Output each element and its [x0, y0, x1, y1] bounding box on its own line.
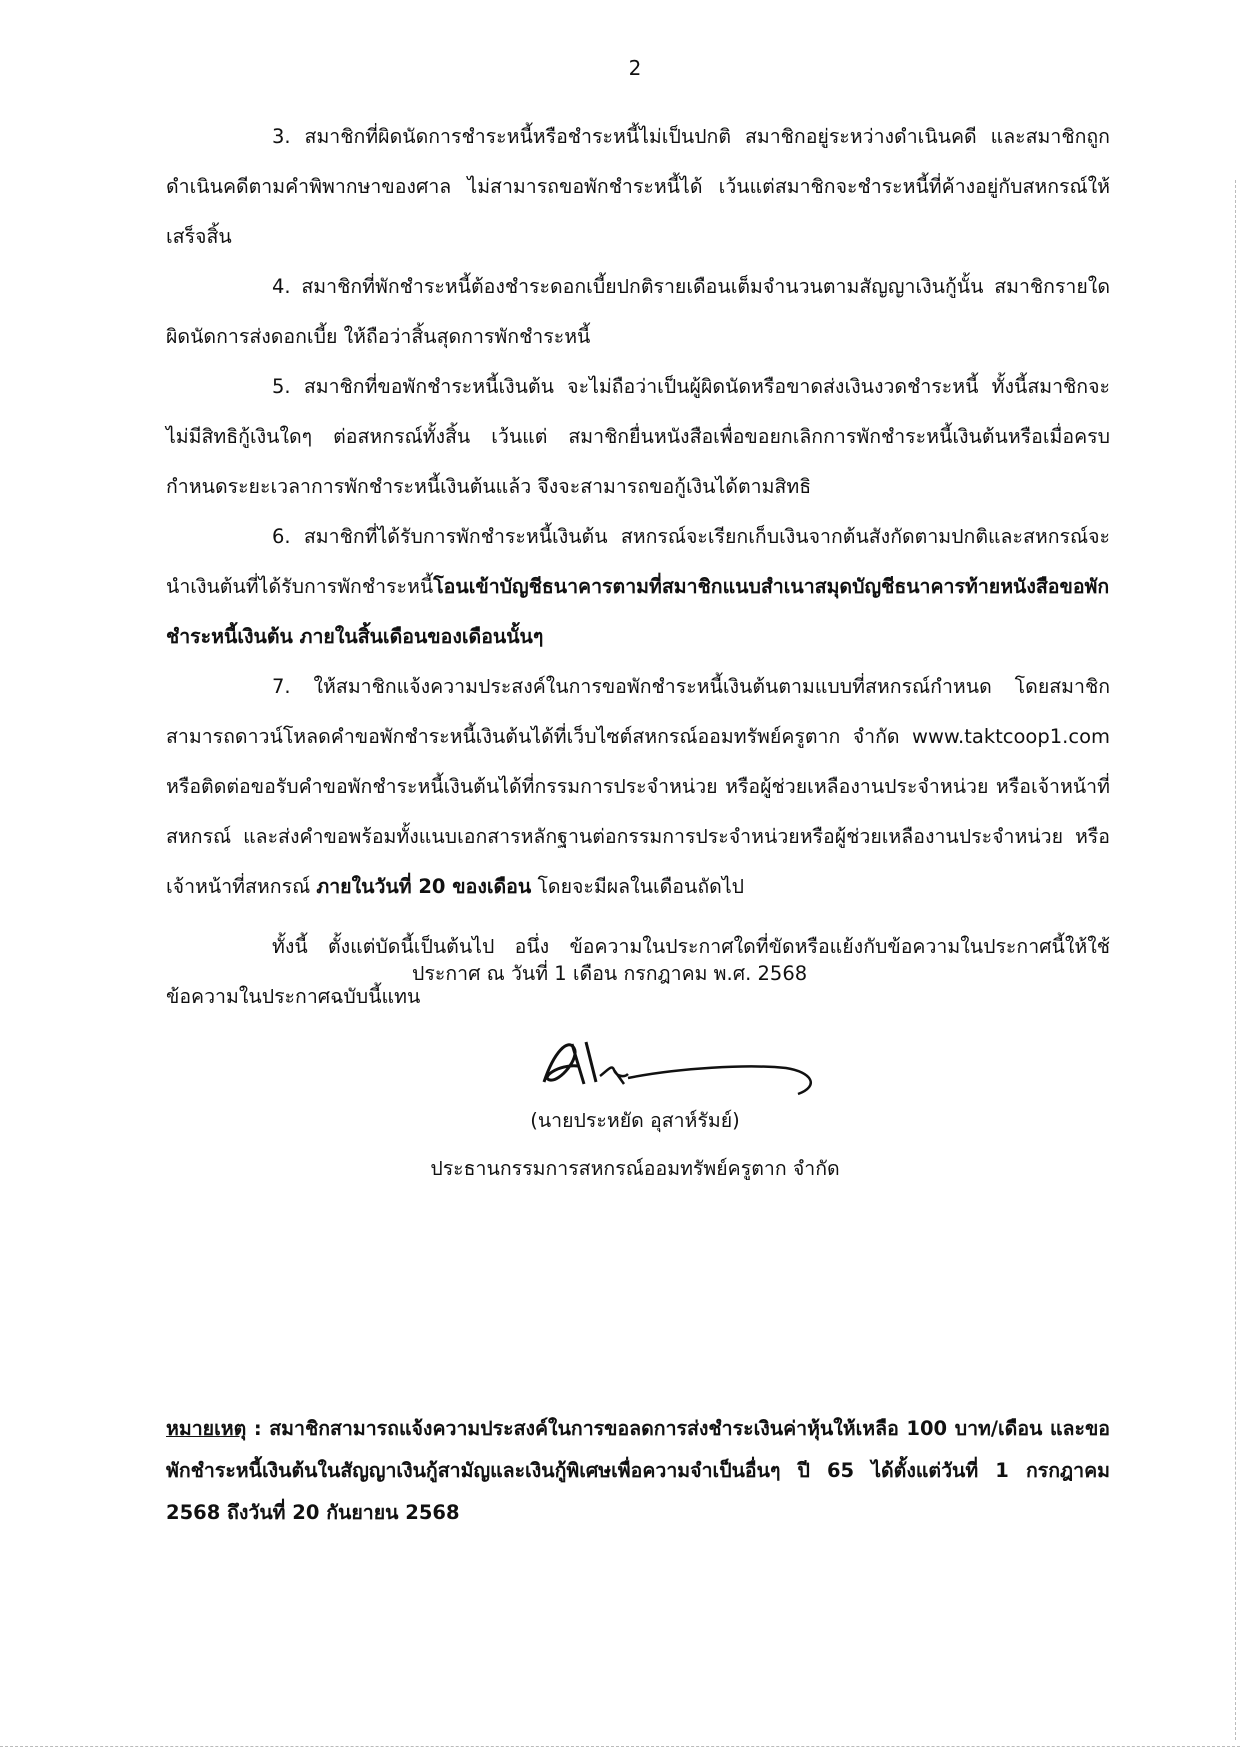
clause-5: [166, 362, 1110, 512]
scan-edge-bottom: [0, 1746, 1240, 1747]
footnote-text: : สมาชิกสามารถแจ้งความประสงค์ในการขอลดการส่งชำระเงินค่าหุ้นให้เหลือ 100 บาท/เดือน และขอพักชำระหนี้เงินต้นในสัญญาเงินกู้สามัญและเงินกู้พิเศษเพื่อความจำเป็นอื่นๆ ปี 65 ได้ตั้งแต่วันที่ 1 กรกฎาคม 2568 ถึงวันที่ 20 กันยายน 2568: [166, 1417, 1110, 1524]
clause-7: [166, 662, 1110, 912]
clause-3-text: 3. สมาชิกที่ผิดนัดการชำระหนี้หรือชำระหนี้ไม่เป็นปกติ สมาชิกอยู่ระหว่างดำเนินคดี และสมาชิกถูกดำเนินคดีตามคำพิพากษาของศาล ไม่สามารถขอพักชำระหนี้ได้ เว้นแต่สมาชิกจะชำระหนี้ที่ค้างอยู่กับสหกรณ์ให้เสร็จสิ้น: [166, 125, 1110, 248]
clause-5-text: 5. สมาชิกที่ขอพักชำระหนี้เงินต้น จะไม่ถือว่าเป็นผู้ผิดนัดหรือขาดส่งเงินงวดชำระหนี้ ทั้งนี้สมาชิกจะไม่มีสิทธิกู้เงินใดๆ ต่อสหกรณ์ทั้งสิ้น เว้นแต่ สมาชิกยื่นหนังสือเพื่อขอยกเลิกการพักชำระหนี้เงินต้นหรือเมื่อครบกำหนดระยะเวลาการพักชำระหนี้เงินต้นแล้ว จึงจะสามารถขอกู้เงินได้ตามสิทธิ: [166, 375, 1110, 498]
closing-paragraph: ทั้งนี้ ตั้งแต่บัดนี้เป็นต้นไป อนึ่ง ข้อความในประกาศใดที่ขัดหรือแย้งกับข้อความในประกาศนี้ให้ใช้ข้อความในประกาศฉบับนี้แทน: [166, 935, 1110, 1008]
clause-4-text: 4. สมาชิกที่พักชำระหนี้ต้องชำระดอกเบี้ยปกติรายเดือนเต็มจำนวนตามสัญญาเงินกู้นั้น สมาชิกรายใดผิดนัดการส่งดอกเบี้ย ให้ถือว่าสิ้นสุดการพักชำระหนี้: [166, 275, 1110, 348]
signer-name: (นายประหยัด อุสาห์รัมย์): [530, 1109, 740, 1132]
signature-image: [528, 1030, 828, 1110]
clause-4: [166, 262, 1110, 362]
signer-position: ประธานกรรมการสหกรณ์ออมทรัพย์ครูตาก จำกัด: [430, 1157, 840, 1180]
clause-3: [166, 112, 1110, 262]
scan-edge-right: [1235, 180, 1236, 1740]
footnote-label: หมายเหตุ: [166, 1417, 247, 1440]
footnote: [166, 1408, 1110, 1534]
clause-6: [166, 512, 1110, 662]
clause-7-text: 7. ให้สมาชิกแจ้งความประสงค์ในการขอพักชำระหนี้เงินต้นตามแบบที่สหกรณ์กำหนด โดยสมาชิกสามารถดาวน์โหลดคำขอพักชำระหนี้เงินต้นได้ที่เว็บไซต์สหกรณ์ออมทรัพย์ครูตาก จำกัด www.taktcoop1.com หรือติดต่อขอรับคำขอพักชำระหนี้เงินต้นได้ที่กรรมการประจำหน่วย หรือผู้ช่วยเหลืองานประจำหน่วย หรือเจ้าหน้าที่สหกรณ์ และส่งคำขอพร้อมทั้งแนบเอกสารหลักฐานต่อกรรมการประจำหน่วยหรือผู้ช่วยเหลืองานประจำหน่วย หรือเจ้าหน้าที่สหกรณ์: [166, 675, 1110, 898]
clause-7-bold-text: ภายในวันที่ 20 ของเดือน: [316, 875, 532, 898]
document-body: [166, 112, 1110, 1022]
clause-7-tail-text: โดยจะมีผลในเดือนถัดไป: [537, 875, 745, 898]
clause-6-text: 6. สมาชิกที่ได้รับการพักชำระหนี้เงินต้น สหกรณ์จะเรียกเก็บเงินจากต้นสังกัดตามปกติและสหกรณ์จะนำเงินต้นที่ได้รับการพักชำระหนี้: [166, 525, 1110, 598]
announcement-date: ประกาศ ณ วันที่ 1 เดือน กรกฎาคม พ.ศ. 2568: [412, 962, 808, 985]
page-number: 2: [628, 56, 642, 80]
clause-6-bold-text: โอนเข้าบัญชีธนาคารตามที่สมาชิกแนบสำเนาสมุดบัญชีธนาคารท้ายหนังสือขอพักชำระหนี้เงินต้น ภายในสิ้นเดือนของเดือนนั้นๆ: [166, 575, 1110, 648]
